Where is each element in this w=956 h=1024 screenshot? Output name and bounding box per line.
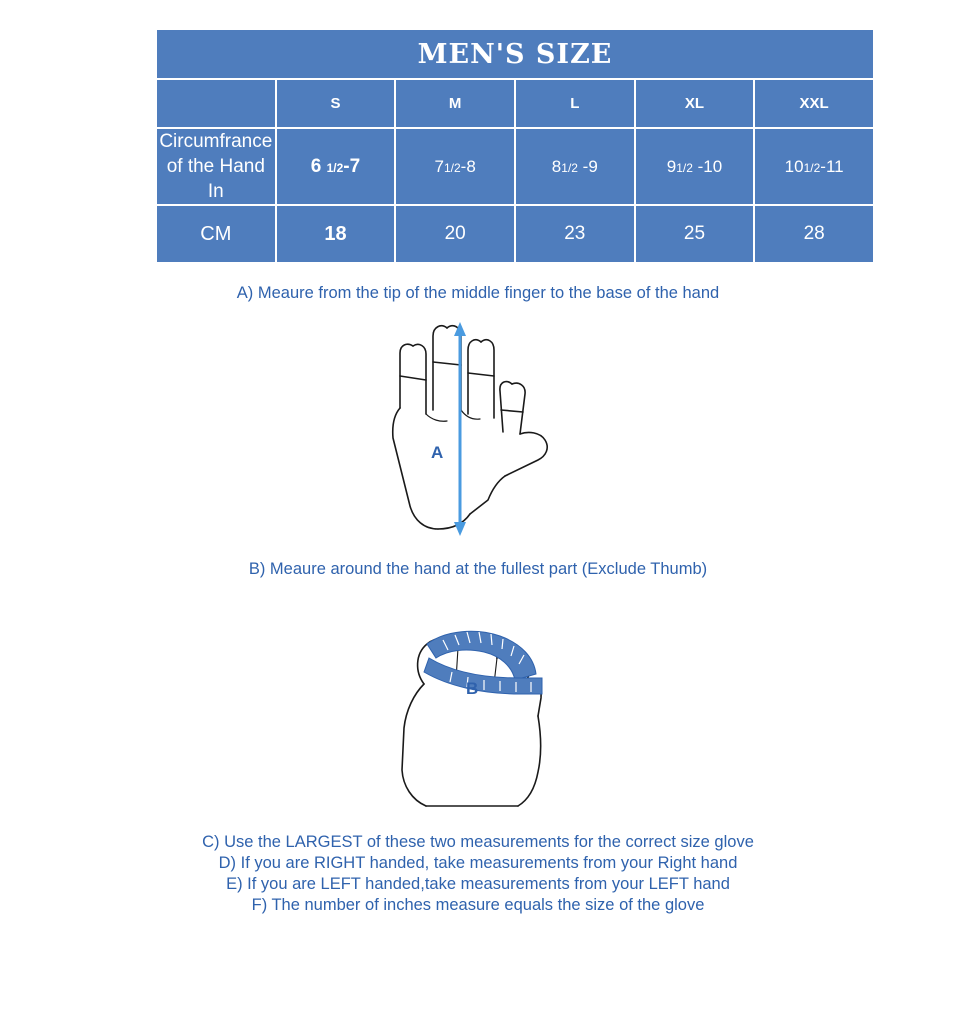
cell-value-frac: 1/2 (326, 160, 344, 175)
cell-cm-l: 23 (516, 206, 634, 262)
cell-value-rest: -10 (692, 156, 723, 176)
cell-cm-xl: 25 (636, 206, 754, 262)
column-header-xxl: XXL (755, 80, 873, 127)
cell-circumference-xxl (755, 129, 873, 204)
cell-value-rest: -8 (460, 156, 476, 176)
caption-b: B) Meaure around the hand at the fullest part (Exclude Thumb) (248, 560, 708, 578)
table-row (157, 129, 873, 204)
cell-value-rest: -11 (820, 156, 844, 176)
hand-length-diagram (0, 310, 956, 550)
header-blank-cell (157, 80, 275, 127)
cell-value-rest: -7 (343, 155, 361, 177)
hand-circumference-diagram (0, 588, 956, 828)
cell-circumference-m (396, 129, 514, 204)
row-label-circumference: Circumfrance of the Hand In (157, 129, 275, 204)
note-e: E) If you are LEFT handed,take measurements from your LEFT hand (226, 875, 730, 893)
cell-value-rest: -9 (577, 156, 598, 176)
notes-list (0, 832, 956, 916)
row-label-cm: CM (157, 206, 275, 262)
cell-cm-s: 18 (277, 206, 395, 262)
column-header-xl: XL (636, 80, 754, 127)
cell-cm-m: 20 (396, 206, 514, 262)
cell-value-whole: 9 (666, 156, 677, 176)
caption-a: A) Meaure from the tip of the middle finger to the base of the hand (236, 284, 720, 302)
note-d: D) If you are RIGHT handed, take measurements from your Right hand (218, 854, 738, 872)
table-row (157, 206, 873, 262)
measurement-arrow-a (454, 322, 466, 536)
label-b: B (466, 679, 479, 698)
column-header-s: S (277, 80, 395, 127)
cell-value-frac: 1/2 (561, 160, 578, 175)
cell-value-whole: 6 (310, 155, 327, 177)
table-header-row (157, 80, 873, 127)
cell-value-frac: 1/2 (803, 160, 821, 175)
page-title: MEN'S SIZE (157, 30, 873, 78)
cell-value-whole: 7 (434, 156, 444, 176)
size-table (155, 28, 875, 264)
note-f: F) The number of inches measure equals the size of the glove (251, 896, 705, 914)
column-header-m: M (396, 80, 514, 127)
column-header-l: L (516, 80, 634, 127)
cell-value-frac: 1/2 (676, 160, 693, 175)
note-c: C) Use the LARGEST of these two measurements for the correct size glove (202, 833, 754, 851)
cell-value-whole: 8 (551, 156, 562, 176)
table-title-row (157, 30, 873, 78)
label-a: A (431, 443, 444, 462)
cell-circumference-s (277, 129, 395, 204)
tape-measure (424, 631, 542, 694)
cell-circumference-xl (636, 129, 754, 204)
cell-cm-xxl: 28 (755, 206, 873, 262)
cell-value-frac: 1/2 (443, 160, 461, 175)
cell-value-whole: 10 (784, 156, 804, 176)
cell-circumference-l (516, 129, 634, 204)
